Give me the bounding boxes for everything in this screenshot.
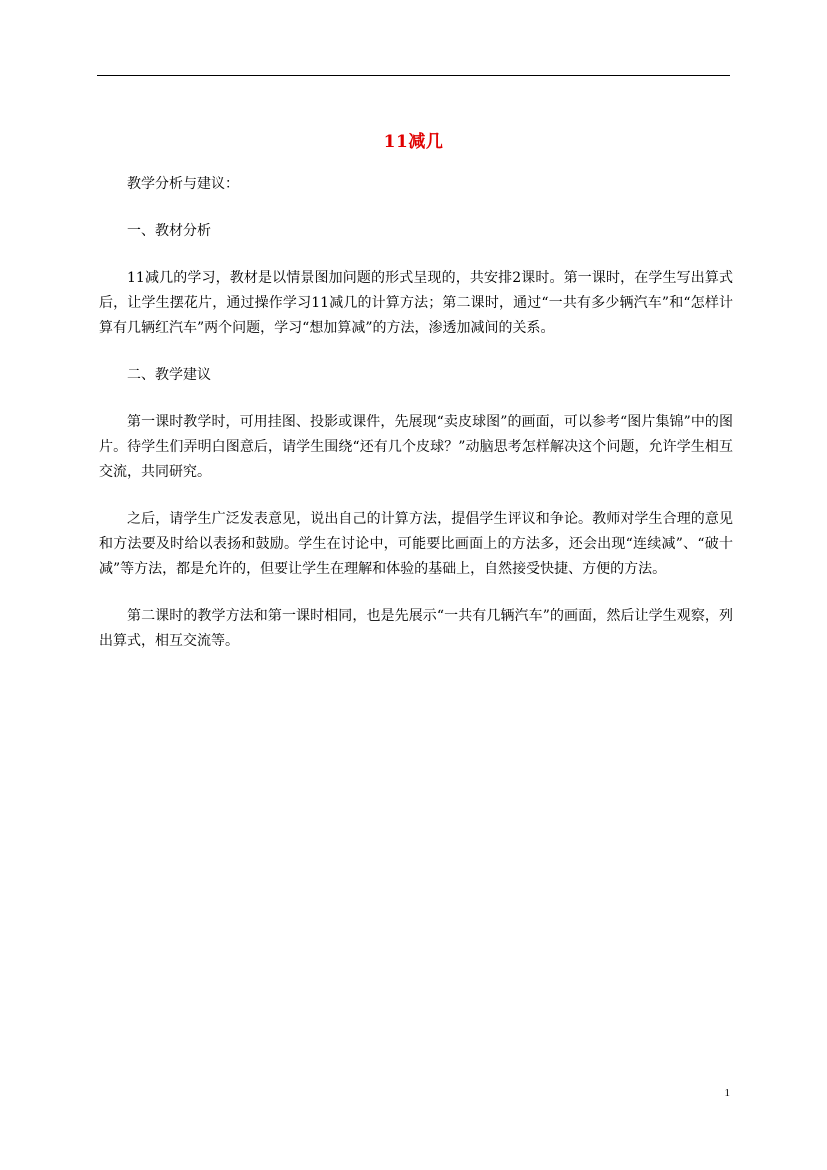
- paragraph-discussion: 之后，请学生广泛发表意见，说出自己的计算方法，提倡学生评议和争论。教师对学生合理的意见和方法要及时给以表扬和鼓励。学生在讨论中，可能要比画面上的方法多，还会出现“连续减”、“破十减”等方法，都是允许的，但要让学生在理解和体验的基础上，自然接受快捷、方便的方法。: [99, 511, 733, 577]
- document-title: 11减几: [383, 132, 444, 152]
- paragraph-intro: 教学分析与建议：: [127, 176, 239, 192]
- page-number: 1: [724, 1087, 730, 1099]
- paragraph-second-lesson: 第二课时的教学方法和第一课时相同，也是先展示“一共有几辆汽车”的画面，然后让学生观察，列出算式，相互交流等。: [99, 608, 733, 649]
- header-rule: [97, 75, 730, 76]
- paragraph-textbook-analysis: 11减几的学习，教材是以情景图加问题的形式呈现的，共安排2课时。第一课时，在学生写出算式后，让学生摆花片，通过操作学习11减几的计算方法；第二课时，通过“一共有多少辆汽车”和“怎样计算有几辆红汽车”两个问题，学习“想加算减”的方法，渗透加减间的关系。: [99, 270, 733, 336]
- document-body: [99, 172, 733, 676]
- heading-teaching-suggestions: 二、教学建议: [127, 367, 211, 383]
- paragraph-first-lesson: 第一课时教学时，可用挂图、投影或课件，先展现“卖皮球图”的画面，可以参考“图片集锦”中的图片。待学生们弄明白图意后，请学生围绕“还有几个皮球？”动脑思考怎样解决这个问题，允许学生相互交流，共同研究。: [99, 414, 733, 480]
- heading-textbook-analysis: 一、教材分析: [127, 223, 211, 239]
